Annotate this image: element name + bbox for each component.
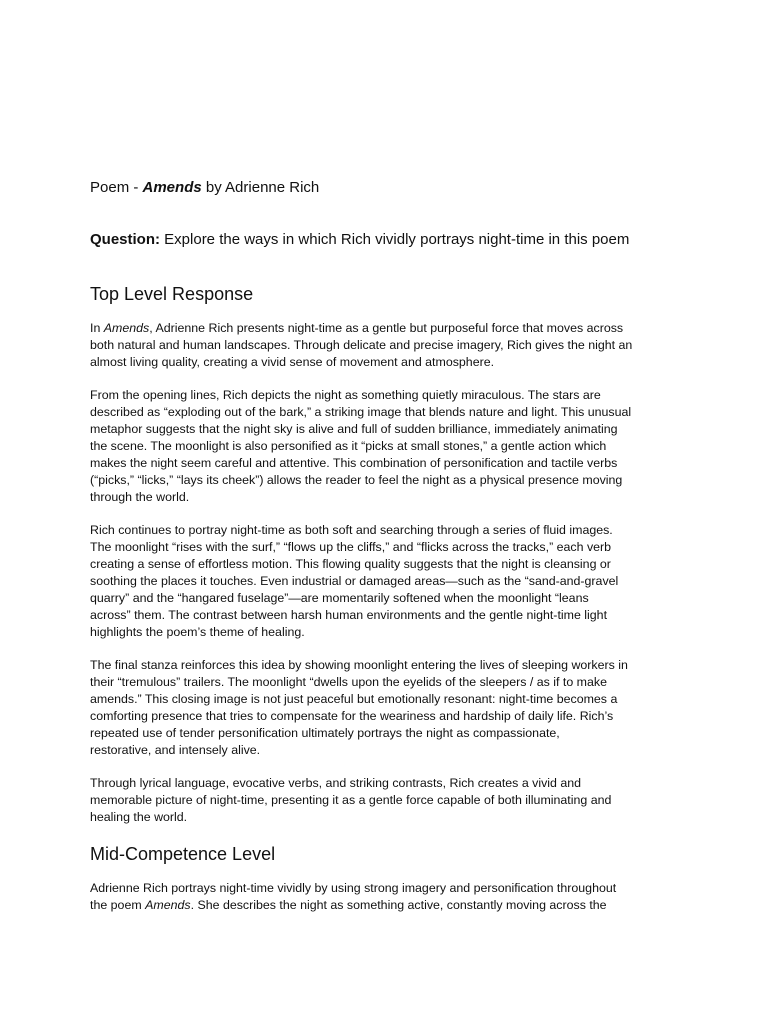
- text-line: across” them. The contrast between harsh human environments and the gentle night-time light: [90, 608, 608, 622]
- poem-title-line: [90, 178, 319, 198]
- text-line: soothing the places it touches. Even industrial or damaged areas—such as the “sand-and-gravel: [90, 574, 619, 588]
- text-line: Through lyrical language, evocative verbs, and striking contrasts, Rich creates a vivid and: [90, 776, 582, 790]
- text-line: restorative, and intensely alive.: [90, 743, 261, 757]
- text-line: the poem Amends. She describes the night as something active, constantly moving across the: [90, 898, 607, 912]
- text-line: creating a sense of effortless motion. This flowing quality suggests that the night is cleansing or: [90, 557, 611, 571]
- text-line: (“picks,” “licks,” “lays its cheek”) allows the reader to feel the night as a physical presence moving: [90, 473, 623, 487]
- text-line: The moonlight “rises with the surf,” “flows up the cliffs,” and “flicks across the tracks,” each verb: [90, 540, 612, 554]
- mid-level-paragraph-1: [90, 880, 688, 914]
- poem-prefix: Poem -: [90, 179, 143, 196]
- text-line: the scene. The moonlight is also personified as it “picks at small stones,” a gentle action which: [90, 439, 607, 453]
- top-level-paragraph-1: [90, 320, 688, 371]
- text-line: almost living quality, creating a vivid sense of movement and atmosphere.: [90, 355, 495, 369]
- top-level-paragraph-4: [90, 657, 688, 759]
- poem-author: by Adrienne Rich: [201, 179, 320, 196]
- top-level-paragraph-3: [90, 522, 688, 641]
- text-line: memorable picture of night-time, presenting it as a gentle force capable of both illuminating and: [90, 793, 612, 807]
- poem-title: Amends: [142, 179, 202, 196]
- text-line: highlights the poem’s theme of healing.: [90, 625, 305, 639]
- text-line: metaphor suggests that the night sky is alive and full of sudden brilliance, immediately animating: [90, 422, 618, 436]
- text-line: comforting presence that tries to compensate for the weariness and hardship of daily life. Rich’s: [90, 709, 614, 723]
- text-line: makes the night seem careful and attentive. This combination of personification and tactile verbs: [90, 456, 618, 470]
- text-line: healing the world.: [90, 810, 188, 824]
- text-line: quarry” and the “hangared fuselage”—are momentarily softened when the moonlight “leans: [90, 591, 589, 605]
- text-line: through the world.: [90, 490, 190, 504]
- top-level-paragraph-2: [90, 387, 688, 506]
- text-line: amends.” This closing image is not just peaceful but emotionally resonant: night-time becomes a: [90, 692, 618, 706]
- text-line: Adrienne Rich portrays night-time vividly by using strong imagery and personification throughout: [90, 881, 617, 895]
- text-line: From the opening lines, Rich depicts the night as something quietly miraculous. The stars are: [90, 388, 601, 402]
- poem-title-inline: Amends: [145, 898, 191, 912]
- top-level-paragraph-5: [90, 775, 688, 826]
- text-line: repeated use of tender personification ultimately portrays the night as compassionate,: [90, 726, 560, 740]
- poem-title-inline: Amends: [103, 321, 150, 335]
- text-line: Rich continues to portray night-time as both soft and searching through a series of fluid images.: [90, 523, 613, 537]
- question-line: [90, 230, 629, 250]
- text-line: their “tremulous” trailers. The moonlight “dwells upon the eyelids of the sleepers / as if to make: [90, 675, 607, 689]
- text-line: both natural and human landscapes. Through delicate and precise imagery, Rich gives the night an: [90, 338, 633, 352]
- mid-level-heading: Mid-Competence Level: [90, 844, 276, 864]
- question-label: Question:: [90, 231, 160, 248]
- top-level-heading: Top Level Response: [90, 284, 254, 304]
- question-text: Explore the ways in which Rich vividly portrays night-time in this poem: [160, 231, 630, 248]
- text-line: In Amends, Adrienne Rich presents night-time as a gentle but purposeful force that moves across: [90, 321, 624, 335]
- text-line: described as “exploding out of the bark,” a striking image that blends nature and light. This unusual: [90, 405, 632, 419]
- text-line: The final stanza reinforces this idea by showing moonlight entering the lives of sleeping workers in: [90, 658, 628, 672]
